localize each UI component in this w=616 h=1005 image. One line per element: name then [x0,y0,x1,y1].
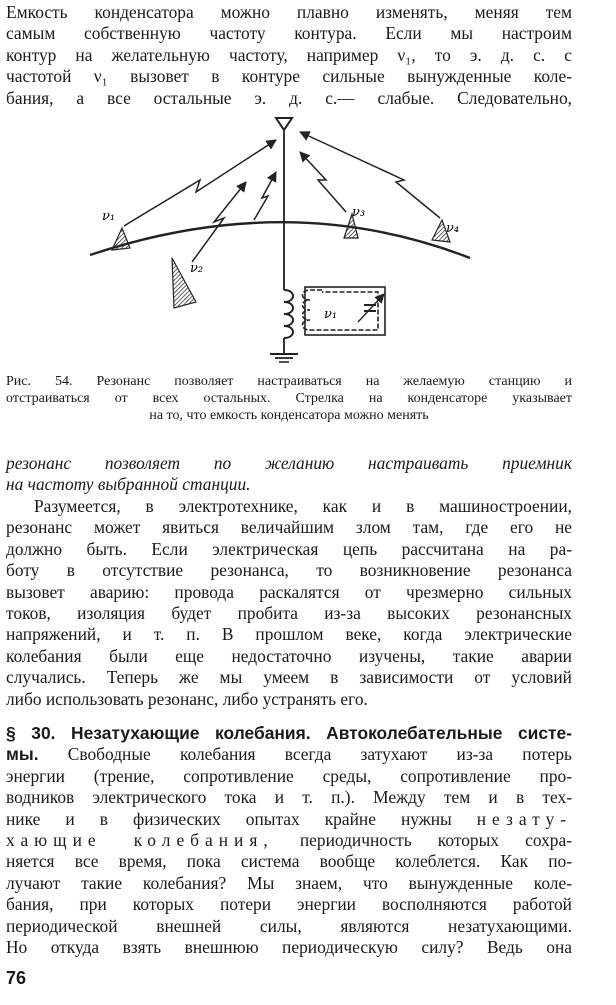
section-heading [6,723,572,744]
text-line: резонанс позволяет по желанию настраивать приемник [6,453,572,473]
section-30 [6,723,572,958]
text-line [6,744,572,765]
text-line: вызовет аварию: провода раскалятся от чрезмерно сильных [6,581,572,602]
text-line: Разумеется, в электротехнике, как и в машиностроении, [34,496,572,516]
label-v2: ν₂ [190,261,204,276]
text-line: энергии (трение, сопротивление среды, сопротивление про- [6,765,572,786]
label-circuit-v1: ν₁ [324,307,338,322]
wave-arrow-v3b [254,172,276,220]
caption-line: Рис. 54. Резонанс позволяет настраиваться на желаемую станцию и [6,374,572,389]
text-line: на частоту выбранной станции. [6,474,251,495]
text-line: бания, при которых потери энергии восполняются работой [6,894,572,915]
coil-icon [284,290,293,338]
text-line [6,809,572,830]
antenna-icon [276,118,292,130]
figure-caption [6,373,572,424]
text-line: Емкость конденсатора можно плавно изменять, меняя тем [6,2,572,22]
text-line: напряжений, и т. п. В прошлом веке, когда электрические [6,624,572,645]
text-line: частотой ν₁ вызовет в контуре сильные вынужденные коле- [6,66,572,87]
text-line: боту в отсутствие резонанса, то возникновение резонанса [6,560,572,581]
text-line: случались. Теперь же мы умеем в зависимости от условий [6,667,572,688]
earth-curve [90,222,470,258]
text-line: периодической внешней силы, являются незатухающими. [6,915,572,936]
label-v4: ν₄ [446,221,460,236]
text-line: водников электрического тока и т. п.). Между тем и в тех- [6,787,572,808]
page-number: 76 [6,968,27,988]
caption-line: на то, что емкость конденсатора можно менять [149,408,429,423]
text-line: резонанс может явиться величайшим злом там, где его не [6,517,572,538]
station-v1 [112,228,130,250]
caption-line: отстраиваться от всех остальных. Стрелка на конденсаторе указывает [6,391,572,406]
text-line: токов, изоляция будет пробита из-за высоких резонансных [6,603,572,624]
text-fragment: периодичность которых сохра- [273,830,572,851]
spaced-emphasis: незату- [476,808,572,829]
text-fragment: нике и в физических опытах крайне нужны [6,808,452,829]
text-line: колебания были еще недостаточно изучены, такие аварии [6,645,572,666]
middle-paragraph [6,496,572,710]
text-line: контур на желательную частоту, например ν₁, то э. д. с. с [6,44,572,65]
text-line: лучают такие колебания? Мы знаем, что вынужденные коле- [6,872,572,893]
italic-paragraph [6,453,572,496]
wave-arrow-v1 [124,140,276,226]
text-line: должно быть. Если электрическая цепь рассчитана на ра- [6,538,572,559]
section-heading-text: § 30. Незатухающие колебания. Автоколебательные систе- [6,723,572,743]
spaced-emphasis: хающие колебания, [6,830,274,851]
wave-arrow-v2 [192,182,246,262]
lc-circuit [303,287,386,335]
text-line: няется все время, пока система вообще колеблется. Как по- [6,851,572,872]
section-heading-end: мы. [6,744,39,765]
text-line: Но откуда взять внешнюю периодическую силу? Ведь она [6,937,572,958]
text-line: самым собственную частоту контура. Если мы настроим [6,23,572,44]
label-v1: ν₁ [102,209,116,224]
text-line: либо использовать резонанс, либо устранять его. [6,688,368,709]
label-v3: ν₃ [352,205,366,220]
text-line [6,830,572,851]
wave-arrow-v3a [300,152,346,212]
text-line: бания, а все остальные э. д. с.— слабые. Следовательно, [6,87,572,108]
text-fragment: Свободные колебания всегда затухают из-за потерь [38,744,572,765]
variable-capacitor-arrow [358,294,384,322]
